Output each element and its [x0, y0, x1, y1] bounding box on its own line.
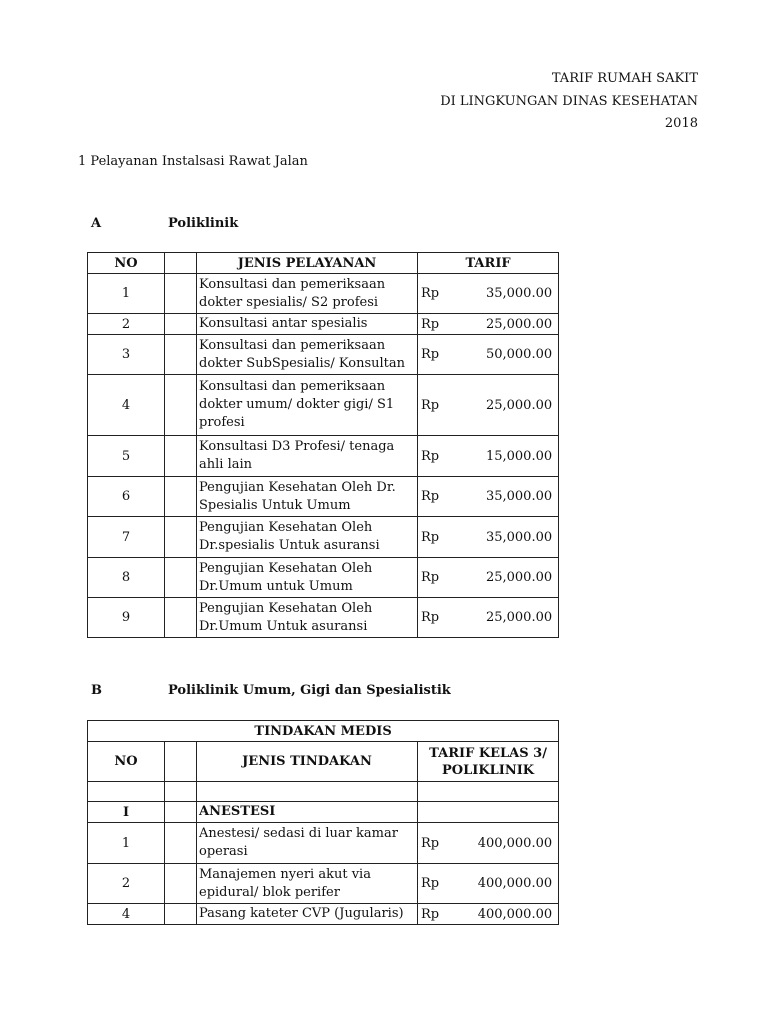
- blank-cell: [165, 314, 197, 335]
- row-currency: Rp: [418, 436, 440, 477]
- row-amount: 15,000.00: [439, 436, 559, 477]
- table-header-row: [88, 253, 559, 274]
- table-row: [88, 375, 559, 436]
- row-amount: 400,000.00: [439, 904, 559, 925]
- row-desc: Pengujian Kesehatan Oleh Dr.Umum Untuk asuransi: [197, 598, 418, 638]
- blank-cell: [165, 598, 197, 638]
- row-desc: Konsultasi D3 Profesi/ tenaga ahli lain: [197, 436, 418, 477]
- table-row: [88, 904, 559, 925]
- blank-cell: [165, 904, 197, 925]
- row-amount: 35,000.00: [439, 274, 559, 314]
- row-no: 8: [88, 558, 165, 598]
- table-row: [88, 477, 559, 517]
- row-no: 2: [88, 314, 165, 335]
- header-line-3: 2018: [664, 116, 698, 131]
- row-currency: Rp: [418, 274, 440, 314]
- row-amount: 35,000.00: [439, 517, 559, 558]
- tarif-header-line-2: POLIKLINIK: [442, 762, 535, 778]
- blank-cell: [165, 335, 197, 375]
- section-1-title: [78, 154, 308, 169]
- section-number: 1: [78, 154, 87, 169]
- table-row: [88, 558, 559, 598]
- blank-cell: [197, 782, 418, 802]
- row-amount: 50,000.00: [439, 335, 559, 375]
- row-currency: Rp: [418, 904, 440, 925]
- blank-cell: [165, 802, 197, 823]
- row-amount: 400,000.00: [439, 864, 559, 904]
- table-title: TINDAKAN MEDIS: [88, 721, 559, 742]
- row-currency: Rp: [418, 558, 440, 598]
- section-name: Pelayanan Instalsasi Rawat Jalan: [90, 154, 308, 169]
- row-currency: Rp: [418, 864, 440, 904]
- subsection-a-letter: A: [91, 216, 102, 231]
- subsection-b-title: Poliklinik Umum, Gigi dan Spesialistik: [168, 683, 451, 698]
- col-no-header: NO: [88, 742, 165, 782]
- row-no: 2: [88, 864, 165, 904]
- row-amount: 25,000.00: [439, 314, 559, 335]
- row-desc: Pengujian Kesehatan Oleh Dr. Spesialis Untuk Umum: [197, 477, 418, 517]
- group-no: I: [88, 802, 165, 823]
- row-no: 3: [88, 335, 165, 375]
- row-currency: Rp: [418, 823, 440, 864]
- table-row: [88, 436, 559, 477]
- row-no: 5: [88, 436, 165, 477]
- blank-cell: [165, 436, 197, 477]
- col-tarif-header: [418, 742, 559, 782]
- blank-cell: [165, 375, 197, 436]
- row-no: 6: [88, 477, 165, 517]
- row-desc: Konsultasi dan pemeriksaan dokter spesialis/ S2 profesi: [197, 274, 418, 314]
- table-title-row: [88, 721, 559, 742]
- table-row: [88, 823, 559, 864]
- poliklinik-table: [87, 252, 559, 638]
- row-desc: Konsultasi dan pemeriksaan dokter SubSpesialis/ Konsultan: [197, 335, 418, 375]
- subsection-a-title: Poliklinik: [168, 216, 239, 231]
- blank-cell: [418, 782, 559, 802]
- blank-header-cell: [165, 742, 197, 782]
- blank-cell: [418, 802, 559, 823]
- row-amount: 25,000.00: [439, 375, 559, 436]
- table-row: [88, 274, 559, 314]
- table-row: [88, 335, 559, 375]
- table-header-row: [88, 742, 559, 782]
- row-no: 1: [88, 274, 165, 314]
- row-no: 4: [88, 375, 165, 436]
- blank-header-cell: [165, 253, 197, 274]
- row-currency: Rp: [418, 477, 440, 517]
- col-jenis-header: JENIS PELAYANAN: [197, 253, 418, 274]
- blank-cell: [165, 517, 197, 558]
- row-desc: Pengujian Kesehatan Oleh Dr.spesialis Untuk asuransi: [197, 517, 418, 558]
- blank-cell: [88, 782, 165, 802]
- group-row: [88, 802, 559, 823]
- header-line-2: DI LINGKUNGAN DINAS KESEHATAN: [440, 94, 698, 109]
- table-row: [88, 598, 559, 638]
- group-name: ANESTESI: [197, 802, 418, 823]
- row-amount: 25,000.00: [439, 598, 559, 638]
- row-currency: Rp: [418, 375, 440, 436]
- col-jenis-header: JENIS TINDAKAN: [197, 742, 418, 782]
- blank-cell: [165, 782, 197, 802]
- subsection-b-letter: B: [91, 683, 102, 698]
- blank-cell: [165, 558, 197, 598]
- row-desc: Konsultasi dan pemeriksaan dokter umum/ dokter gigi/ S1 profesi: [197, 375, 418, 436]
- blank-cell: [165, 823, 197, 864]
- tarif-header-line-1: TARIF KELAS 3/: [429, 745, 547, 761]
- row-currency: Rp: [418, 517, 440, 558]
- col-no-header: NO: [88, 253, 165, 274]
- row-desc: Konsultasi antar spesialis: [197, 314, 418, 335]
- header-line-1: TARIF RUMAH SAKIT: [551, 71, 698, 86]
- row-no: 4: [88, 904, 165, 925]
- table-row: [88, 314, 559, 335]
- row-currency: Rp: [418, 314, 440, 335]
- row-currency: Rp: [418, 598, 440, 638]
- table-row: [88, 864, 559, 904]
- row-desc: Anestesi/ sedasi di luar kamar operasi: [197, 823, 418, 864]
- row-currency: Rp: [418, 335, 440, 375]
- col-tarif-header: TARIF: [418, 253, 559, 274]
- row-desc: Manajemen nyeri akut via epidural/ blok perifer: [197, 864, 418, 904]
- table-row: [88, 517, 559, 558]
- row-desc: Pengujian Kesehatan Oleh Dr.Umum untuk Umum: [197, 558, 418, 598]
- blank-cell: [165, 477, 197, 517]
- row-amount: 25,000.00: [439, 558, 559, 598]
- row-no: 1: [88, 823, 165, 864]
- row-no: 9: [88, 598, 165, 638]
- empty-row: [88, 782, 559, 802]
- blank-cell: [165, 274, 197, 314]
- tindakan-medis-table: [87, 720, 559, 925]
- row-amount: 400,000.00: [439, 823, 559, 864]
- blank-cell: [165, 864, 197, 904]
- row-no: 7: [88, 517, 165, 558]
- row-desc: Pasang kateter CVP (Jugularis): [197, 904, 418, 925]
- row-amount: 35,000.00: [439, 477, 559, 517]
